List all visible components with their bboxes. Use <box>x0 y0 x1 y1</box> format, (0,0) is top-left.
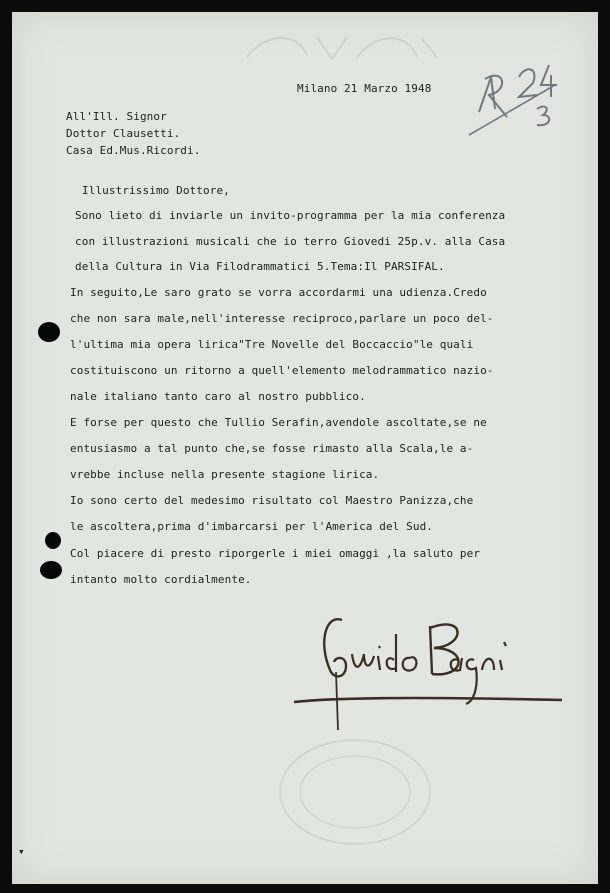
salutation: Illustrissimo Dottore, <box>82 184 230 197</box>
punch-hole <box>45 532 61 549</box>
faint-circular-stamp <box>270 732 440 852</box>
body-line: le ascoltera,prima d'imbarcarsi per l'America del Sud. <box>70 520 434 533</box>
body-line: intanto molto cordialmente. <box>70 573 252 586</box>
body-line: Col piacere di presto riporgerle i miei omaggi ,la saluto per <box>70 547 481 560</box>
punch-hole <box>40 561 62 579</box>
body-line: Io sono certo del medesimo risultato col Maestro Panizza,che <box>70 494 474 507</box>
punch-hole <box>38 322 60 342</box>
archive-annotation <box>467 57 567 137</box>
body-line: costituiscono un ritorno a quell'elemento melodrammatico nazio- <box>70 364 494 377</box>
body-line: della Cultura in Via Filodrammatici 5.Tema:Il PARSIFAL. <box>75 260 445 273</box>
body-line: Sono lieto di inviarle un invito-programma per la mia conferenza <box>75 209 506 222</box>
address-line: All'Ill. Signor <box>66 110 167 123</box>
letter-sheet <box>12 12 598 884</box>
body-line: l'ultima mia opera lirica"Tre Novelle del Boccaccio"le quali <box>70 338 474 351</box>
faint-stamp-mark <box>237 27 447 67</box>
body-line: E forse per questo che Tullio Serafin,avendole ascoltate,se ne <box>70 416 487 429</box>
body-line: entusiasmo a tal punto che,se fosse rimasto alla Scala,le a- <box>70 442 474 455</box>
address-line: Dottor Clausetti. <box>66 127 181 140</box>
date-line: Milano 21 Marzo 1948 <box>297 82 432 95</box>
body-line: che non sara male,nell'interesse reciproco,parlare un poco del- <box>70 312 494 325</box>
body-line: vrebbe incluse nella presente stagione lirica. <box>70 468 380 481</box>
body-line: nale italiano tanto caro al nostro pubblico. <box>70 390 366 403</box>
address-line: Casa Ed.Mus.Ricordi. <box>66 144 201 157</box>
signature <box>290 612 570 737</box>
body-line: con illustrazioni musicali che io terro Giovedi 25p.v. alla Casa <box>75 235 506 248</box>
body-line: In seguito,Le saro grato se vorra accordarmi una udienza.Credo <box>70 286 487 299</box>
corner-mark: ▾ <box>18 845 25 858</box>
